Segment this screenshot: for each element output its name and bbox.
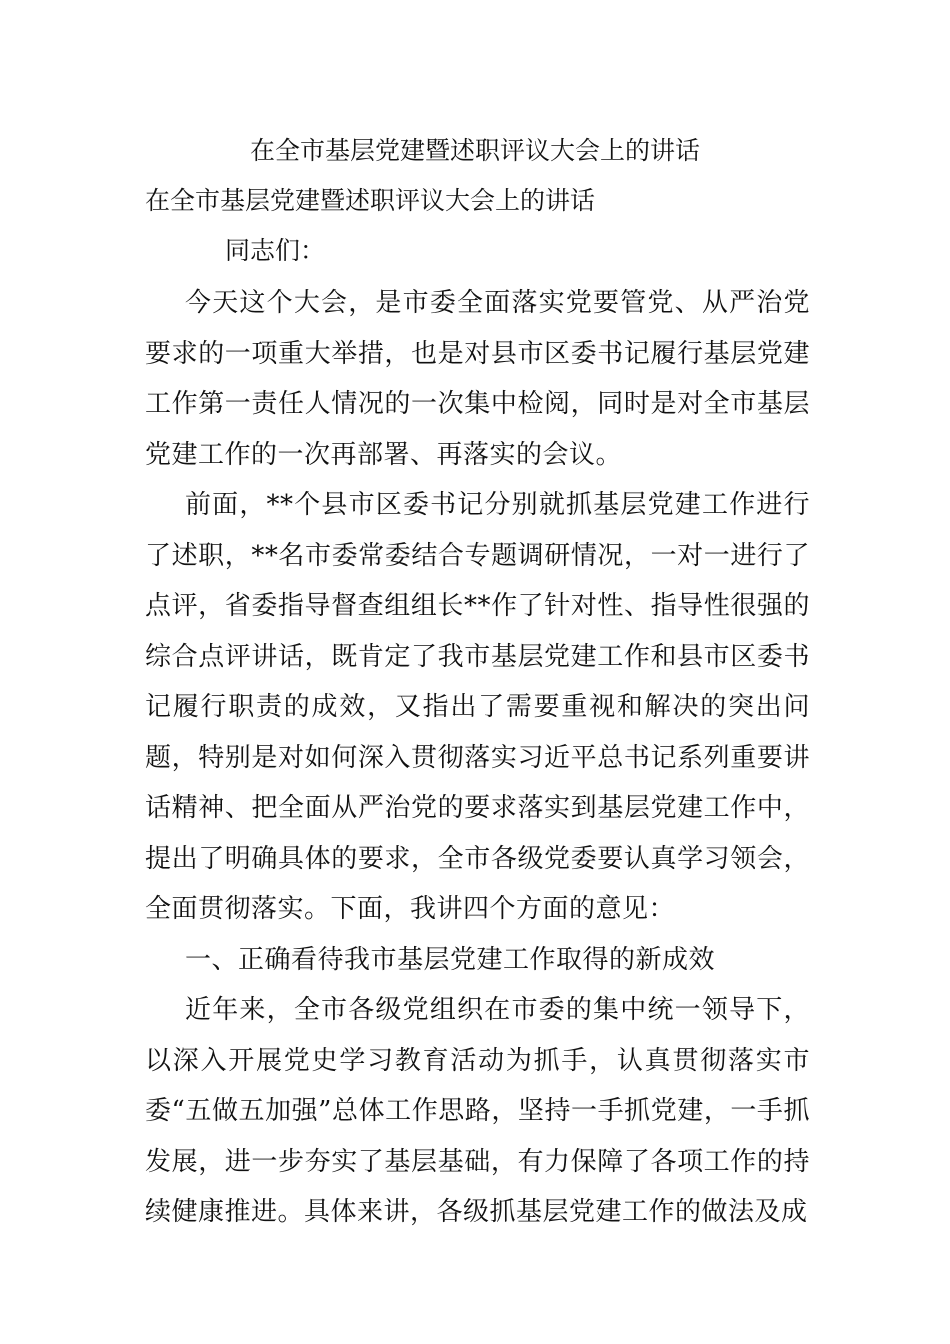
paragraph-review: 前面，**个县市区委书记分别就抓基层党建工作进行了述职，**名市委常委结合专题调研情况，一对一进行了点评，省委指导督查组组长**作了针对性、指导性很强的综合点评讲话，既肯定了我市基层党建工作和县市区委书记履行职责的成效，又指出了需要重视和解决的突出问题，特别是对如何深入贯彻落实习近平总书记系列重要讲话精神、把全面从严治党的要求落实到基层党建工作中，提出了明确具体的要求，全市各级党委要认真学习领会，全面贯彻落实。下面，我讲四个方面的意见： — [145, 490, 810, 924]
section-heading-1: 一、正确看待我市基层党建工作取得的新成效 — [185, 944, 716, 975]
document-title: 在全市基层党建暨述职评议大会上的讲话 — [249, 136, 700, 165]
paragraph-opening: 今天这个大会，是市委全面落实党要管党、从严治党要求的一项重大举措，也是对县市区委书记履行基层党建工作第一责任人情况的一次集中检阅，同时是对全市基层党建工作的一次再部署、再落实的会议。 — [145, 288, 810, 470]
document-subtitle: 在全市基层党建暨述职评议大会上的讲话 — [145, 186, 596, 215]
body-text — [145, 278, 810, 1238]
salutation: 同志们： — [225, 236, 326, 265]
paragraph-achievements: 近年来，全市各级党组织在市委的集中统一领导下，以深入开展党史学习教育活动为抓手，认真贯彻落实市委“五做五加强”总体工作思路，坚持一手抓党建，一手抓发展，进一步夯实了基层基础，有力保障了各项工作的持续健康推进。具体来讲，各级抓基层党建工作的做法及成 — [145, 995, 810, 1227]
